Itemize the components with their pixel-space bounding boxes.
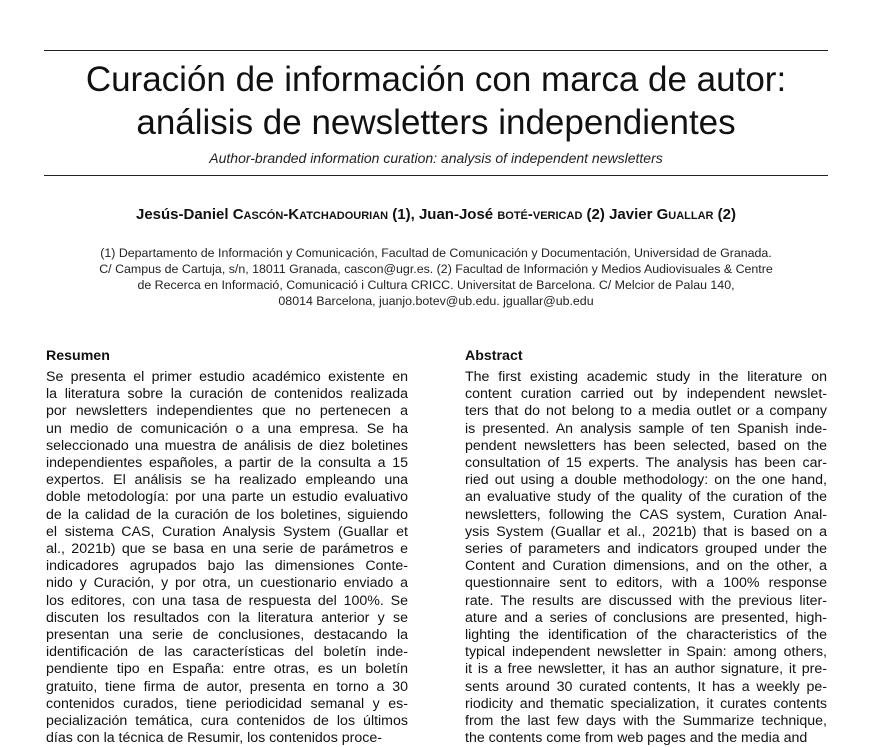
affiliations	[60, 245, 812, 309]
body-text-line: días con la técnica de Resumir, los contenidos proce-	[46, 730, 382, 747]
author-2-family: boté-vericad	[497, 206, 583, 223]
body-text-line: The first existing academic study in the literature on	[465, 369, 827, 385]
resumen-section	[46, 347, 408, 747]
body-text-line: los editores, con una tasa de respuesta del 100%. Se	[46, 592, 408, 609]
affiliation-line: 08014 Barcelona, juanjo.botev@ub.edu. jguallar@ub.edu	[278, 294, 594, 308]
body-text-line: ters that do not belong to a media outlet or a company	[465, 403, 827, 420]
body-text-line: independientes españoles, a partir de la consulta a 15	[46, 455, 408, 472]
paper-title	[44, 58, 828, 144]
affiliation-line: C/ Campus de Cartuja, s/n, 18011 Granada, cascon@ugr.es. (2) Facultad de Información y Medios Audiovisuales & Centre	[99, 262, 773, 276]
body-text-line: contenidos curados, tiene periodicidad semanal y es-	[46, 695, 408, 712]
body-text-line: pecialización temática, cura contenidos de los últimos	[46, 713, 408, 730]
author-3-family: Guallar	[656, 206, 714, 223]
body-text-line: indicadores agrupados bajo las dimensiones Conte-	[46, 558, 408, 575]
body-text-line: la literatura sobre la curación de contenidos realizada	[46, 386, 408, 403]
body-text-line: expertos. El análisis se ha realizado empleando una	[46, 472, 408, 489]
abstract-section	[465, 347, 827, 747]
body-text-line: rate. The results are discussed with the previous liter-	[465, 592, 827, 609]
english-subtitle: Author-branded information curation: analysis of independent newsletters	[209, 150, 663, 166]
body-text-line: lighting the identification of the characteristics of the	[465, 627, 827, 644]
body-text-line: Se presenta el primer estudio académico existente en	[46, 369, 408, 385]
body-text-line: doble metodología: por una parte un estudio evaluativo	[46, 489, 408, 506]
body-text-line: from the last few days with the Summarize technique,	[465, 713, 827, 730]
author-3-given: Javier	[609, 206, 657, 223]
author-1-given: Jesús-Daniel	[135, 206, 233, 223]
body-text-line: ysis System (Guallar et al., 2021b) that is based on a	[465, 523, 827, 540]
body-text-line: por newsletters independientes que no pertenecen a	[46, 403, 408, 420]
body-text-line: is presented. An analysis sample of ten Spanish inde-	[465, 420, 827, 437]
body-text-line: gratuito, tiene firma de autor, presenta en torno a 30	[46, 678, 408, 695]
body-text-line: de la calidad de la curación de los boletines, siguiendo	[46, 506, 408, 523]
body-text-line: pendiente tipo en España: entre otras, es un boletín	[46, 661, 408, 678]
body-text-line: the contents come from web pages and the media and	[465, 730, 808, 747]
body-text-line: ried out using a double methodology: on the one hand,	[465, 472, 827, 489]
body-text-line: newsletters, following the CAS system, Curation Anal-	[465, 506, 827, 523]
body-text-line: identificación de las características del boletín inde-	[46, 644, 408, 661]
author-2-ref: (2)	[582, 206, 610, 223]
body-text-line: al., 2021b) que se basa en una serie de parámetros e	[46, 541, 408, 558]
title-line-1: Curación de información con marca de autor:	[85, 60, 787, 99]
body-text-line: seleccionado una muestra de análisis de diez boletines	[46, 437, 408, 454]
resumen-heading: Resumen	[46, 348, 110, 364]
author-1-family: Cascón-Katchadourian	[232, 206, 389, 223]
body-text-line: presentan una serie de conclusiones, destacando la	[46, 627, 408, 644]
body-text-line: sents around 30 curated contents, It has a weekly pe-	[465, 678, 827, 695]
top-rule	[44, 50, 828, 51]
body-text-line: nido y Curación, y por otra, un cuestionario enviado a	[46, 575, 408, 592]
author-3-ref: (2)	[713, 206, 736, 223]
body-text-line: un medio de comunicación o a una empresa. Se ha	[46, 420, 408, 437]
body-text-line: Content and Curation dimensions, and on the other, a	[465, 558, 827, 575]
author-list	[44, 206, 828, 223]
body-text-line: el sistema CAS, Curation Analysis System (Guallar et	[46, 523, 408, 540]
body-text-line: consultation of 15 experts. The analysis has been car-	[465, 455, 827, 472]
body-text-line: pendent newsletters has been selected, based on the	[465, 437, 827, 454]
body-text-line: an evaluative study of the quality of the curation of the	[465, 489, 827, 506]
author-1-ref: (1),	[388, 206, 419, 223]
body-text-line: series of parameters and indicators grouped under the	[465, 541, 827, 558]
bottom-rule	[44, 175, 828, 176]
body-text-line: typical independent newsletter in Spain: among others,	[465, 644, 827, 661]
affiliation-line: de Recerca en Informació, Comunicació i Cultura CRICC. Universitat de Barcelona. C/ Melcior de Palau 140,	[137, 278, 735, 292]
abstract-body	[465, 369, 827, 747]
body-text-line: questionnaire sent to editors, with a 100% response	[465, 575, 827, 592]
affiliation-line: (1) Departamento de Información y Comunicación, Facultad de Comunicación y Documentación, Universidad de Granada.	[100, 246, 772, 260]
author-2-given: Juan-José	[418, 206, 498, 223]
body-text-line: ature and a series of conclusions are presented, high-	[465, 609, 827, 626]
body-text-line: it is a free newsletter, it has an author signature, it pre-	[465, 661, 827, 678]
abstract-heading: Abstract	[465, 348, 523, 364]
body-text-line: content curation carried out by independent newslet-	[465, 386, 827, 403]
resumen-body	[46, 369, 408, 747]
body-text-line: riodicity and thematic specialization, it curates contents	[465, 695, 827, 712]
body-text-line: discuten los resultados con la literatura anterior y se	[46, 609, 408, 626]
title-line-2: análisis de newsletters independientes	[136, 103, 736, 142]
